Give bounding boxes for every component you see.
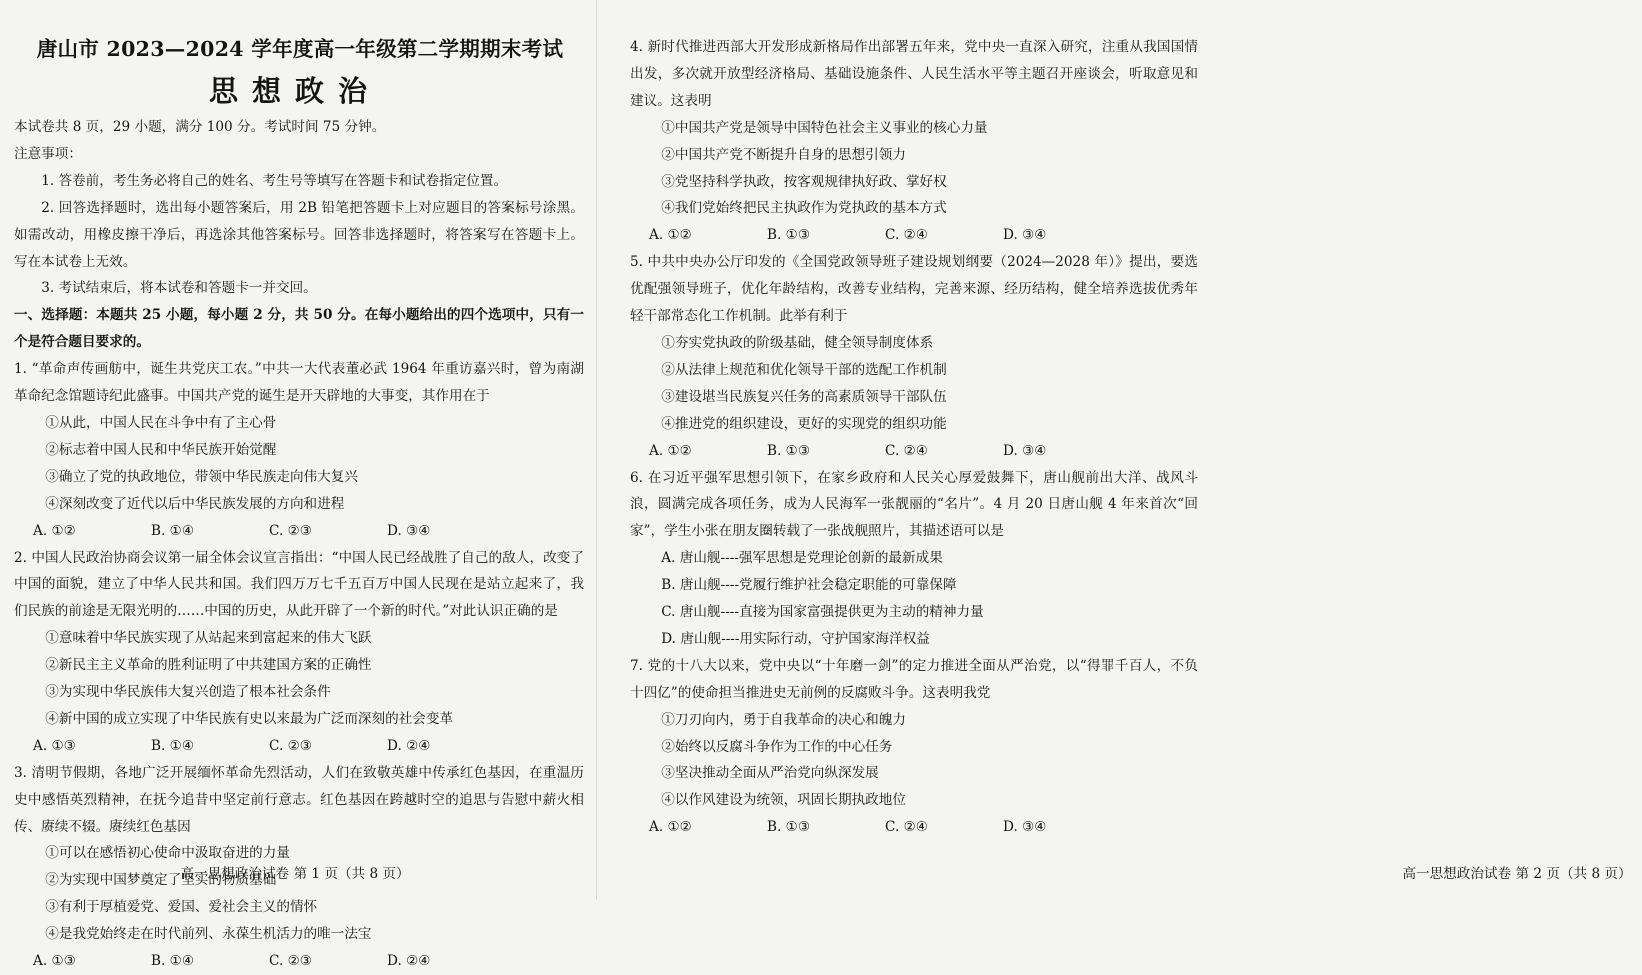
choice-d: D. ③④	[1003, 227, 1047, 244]
question-stem: 5. 中共中央办公厅印发的《全国党政领导班子建设规划纲要（2024—2028 年）》提出，要选优配强领导班子，优化年龄结构，改善专业结构，完善来源、经历结构，健全培养选拔优秀年轻干部常态化工作机制。此举有利于	[630, 254, 1198, 325]
statement-2: ②从法律上规范和优化领导干部的选配工作机制	[661, 361, 947, 378]
statement-3: ③党坚持科学执政，按客观规律执好政、掌好权	[661, 173, 947, 190]
statement-1: ①中国共产党是领导中国特色社会主义事业的核心力量	[661, 119, 988, 136]
choice-c: C. ②③	[269, 737, 312, 754]
choice-a: A. ①②	[649, 819, 692, 836]
page-1	[0, 0, 590, 970]
choice-a: A. ①②	[649, 227, 692, 244]
choice-a: A. ①③	[33, 953, 76, 970]
statement-2: ②标志着中国人民和中华民族开始觉醒	[45, 441, 277, 458]
exam-title: 唐山市 2023—2024 学年度高一年级第二学期期末考试	[36, 37, 564, 61]
notice-item-3: 3. 考试结束后，将本试卷和答题卡一并交回。	[41, 280, 317, 297]
question-7	[630, 653, 1198, 841]
page-2-body	[630, 34, 1198, 841]
choice-a: A. ①②	[33, 522, 76, 539]
statement-2: ②新民主主义革命的胜利证明了中共建国方案的正确性	[45, 657, 372, 674]
choice-c: C. ②④	[885, 819, 928, 836]
choice-b: B. ①④	[151, 737, 195, 754]
question-4	[630, 34, 1198, 249]
statement-4: ④深刻改变了近代以后中华民族发展的方向和进程	[45, 495, 345, 512]
question-5	[630, 249, 1198, 464]
statement-3: ③有利于厚植爱党、爱国、爱社会主义的情怀	[45, 899, 318, 916]
statement-3: ③为实现中华民族伟大复兴创造了根本社会条件	[45, 684, 331, 701]
choice-a: A. ①②	[649, 442, 692, 459]
question-stem: 4. 新时代推进西部大开发形成新格局作出部署五年来，党中央一直深入研究，注重从我国国情出发，多次就开放型经济格局、基础设施条件、人民生活水平等主题召开座谈会，听取意见和建议。这表明	[630, 39, 1198, 109]
statement-2: ②为实现中国梦奠定了坚实的物质基础	[45, 872, 277, 889]
statement-2: ②中国共产党不断提升自身的思想引领力	[661, 146, 906, 163]
statement-1: ①刀刃向内，勇于自我革命的决心和魄力	[661, 711, 906, 728]
choice-d: D. ②④	[387, 737, 431, 754]
choice-d: D. 唐山舰----用实际行动，守护国家海洋权益	[661, 630, 930, 647]
section-heading: 一、选择题：本题共 25 小题，每小题 2 分，共 50 分。在每小题给出的四个选项中，只有一个是符合题目要求的。	[14, 307, 584, 351]
choice-c: C. ②④	[885, 227, 928, 244]
question-stem: 7. 党的十八大以来，党中央以“十年磨一剑”的定力推进全面从严治党，以“得罪千百人，不负十四亿”的使命担当推进史无前例的反腐败斗争。这表明我党	[630, 657, 1198, 701]
question-stem: 1. “革命声传画舫中，诞生共党庆工农。”中共一大代表董必武 1964 年重访嘉兴时，曾为南湖革命纪念馆题诗纪此盛事。中国共产党的诞生是开天辟地的大事变，其作用在于	[14, 361, 584, 405]
choice-b: B. ①③	[767, 442, 811, 459]
statement-3: ③确立了党的执政地位，带领中华民族走向伟大复兴	[45, 468, 358, 485]
page-2	[602, 0, 1632, 900]
answer-choices	[630, 222, 1198, 249]
statement-1: ①意味着中华民族实现了从站起来到富起来的伟大飞跃	[45, 630, 372, 647]
answer-choices	[14, 518, 584, 545]
statement-2: ②始终以反腐斗争作为工作的中心任务	[661, 738, 893, 755]
question-stem: 6. 在习近平强军思想引领下，在家乡政府和人民关心厚爱鼓舞下，唐山舰前出大洋、战风斗浪，圆满完成各项任务，成为人民海军一张靓丽的“名片”。4 月 20 日唐山舰 4 年来首次“回家”，学生小张在朋友圈转载了一张战舰照片，其描述语可以是	[630, 469, 1198, 540]
exam-summary: 本试卷共 8 页，29 小题，满分 100 分。考试时间 75 分钟。	[14, 119, 386, 135]
choice-c: C. ②④	[885, 442, 928, 459]
question-stem: 3. 清明节假期，各地广泛开展缅怀革命先烈活动，人们在致敬英雄中传承红色基因，在重温历史中感悟英烈精神，在抚今追昔中坚定前行意志。红色基因在跨越时空的追思与告慰中薪火相传、赓续不辍。赓续红色基因	[14, 764, 584, 835]
question-6	[630, 465, 1198, 653]
choice-c: C. 唐山舰----直接为国家富强提供更为主动的精神力量	[661, 604, 984, 621]
question-1	[14, 356, 584, 544]
choice-c: C. ②③	[269, 953, 312, 970]
page-1-body	[14, 114, 584, 975]
question-stem: 2. 中国人民政治协商会议第一届全体会议宣言指出：“中国人民已经战胜了自己的敌人，改变了中国的面貌，建立了中华人民共和国。我们四万万七千五百万中国人民现在是站立起来了，我们民族的前途是无限光明的……中国的历史，从此开辟了一个新的时代。”对此认识正确的是	[14, 549, 584, 620]
question-2	[14, 545, 584, 760]
answer-choices	[630, 438, 1198, 465]
statement-3: ③建设堪当民族复兴任务的高素质领导干部队伍	[661, 388, 947, 405]
statement-1: ①从此，中国人民在斗争中有了主心骨	[45, 414, 277, 431]
choice-d: D. ②④	[387, 953, 431, 970]
choice-d: D. ③④	[387, 522, 431, 539]
subject-title: 思想政治	[208, 74, 381, 108]
choice-d: D. ③④	[1003, 819, 1047, 836]
notice-item-2: 2. 回答选择题时，选出每小题答案后，用 2B 铅笔把答题卡上对应题目的答案标号涂黑。如需改动，用橡皮擦干净后，再选涂其他答案标号。回答非选择题时，将答案写在答题卡上。写在本试卷上无效。	[14, 199, 584, 270]
choice-b: B. 唐山舰----党履行维护社会稳定职能的可靠保障	[661, 577, 957, 594]
answer-choices	[14, 948, 584, 975]
page-2-footer: 高一思想政治试卷 第 2 页（共 8 页）	[1402, 866, 1632, 882]
statement-1: ①可以在感悟初心使命中汲取奋进的力量	[45, 845, 290, 862]
statement-1: ①夯实党执政的阶级基础，健全领导制度体系	[661, 334, 934, 351]
choice-c: C. ②③	[269, 522, 312, 539]
choice-b: B. ①④	[151, 522, 195, 539]
choice-d: D. ③④	[1003, 442, 1047, 459]
page-divider	[596, 0, 597, 900]
statement-4: ④新中国的成立实现了中华民族有史以来最为广泛而深刻的社会变革	[45, 710, 454, 727]
answer-choices	[630, 814, 1198, 841]
notice-title: 注意事项：	[14, 145, 82, 162]
choice-a: A. ①③	[33, 737, 76, 754]
choice-a: A. 唐山舰----强军思想是党理论创新的最新成果	[661, 550, 943, 567]
page-1-footer: 高一思想政治试卷 第 1 页（共 8 页）	[180, 866, 410, 882]
statement-4: ④推进党的组织建设，更好的实现党的组织功能	[661, 415, 947, 432]
answer-choices	[14, 733, 584, 760]
notice-item-1: 1. 答卷前，考生务必将自己的姓名、考生号等填写在答题卡和试卷指定位置。	[41, 172, 508, 189]
choice-b: B. ①③	[767, 819, 811, 836]
statement-4: ④是我党始终走在时代前列、永葆生机活力的唯一法宝	[45, 926, 372, 943]
statement-4: ④以作风建设为统领，巩固长期执政地位	[661, 792, 906, 809]
statement-3: ③坚决推动全面从严治党向纵深发展	[661, 765, 879, 782]
statement-4: ④我们党始终把民主执政作为党执政的基本方式	[661, 200, 947, 217]
choice-b: B. ①④	[151, 953, 195, 970]
choice-b: B. ①③	[767, 227, 811, 244]
